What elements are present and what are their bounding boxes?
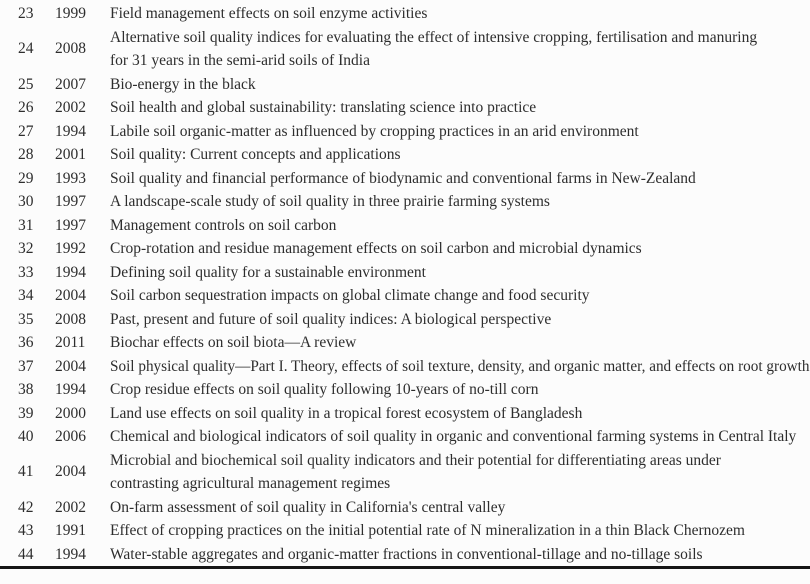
- row-number: 28: [18, 146, 34, 163]
- paper-title-line: On-farm assessment of soil quality in California's central valley: [110, 498, 506, 516]
- table-row: [0, 425, 810, 449]
- publication-year: 2002: [55, 99, 86, 116]
- table-row: [0, 96, 810, 120]
- paper-title-line: Land use effects on soil quality in a tropical forest ecosystem of Bangladesh: [110, 404, 583, 422]
- publication-year: 1997: [55, 193, 86, 210]
- table-row: [0, 355, 810, 379]
- row-number: 31: [18, 216, 34, 234]
- table-bottom-rule: [0, 566, 810, 569]
- paper-title: [110, 2, 810, 26]
- publication-year: 1991: [55, 522, 86, 539]
- row-number: 27: [18, 122, 34, 140]
- paper-title-line: Water-stable aggregates and organic-matter fractions in conventional-tillage and no-tillage soils: [110, 545, 703, 563]
- paper-title: [110, 214, 810, 238]
- table-row: [0, 261, 810, 285]
- paper-title: [110, 378, 810, 402]
- paper-title-line: Soil carbon sequestration impacts on global climate change and food security: [110, 287, 590, 304]
- row-number: 36: [18, 334, 34, 351]
- publication-year: 1999: [55, 5, 86, 22]
- table-row: [0, 496, 810, 520]
- publication-year: 2008: [55, 40, 86, 58]
- publication-year: 2006: [55, 428, 86, 445]
- paper-title-line: Management controls on soil carbon: [110, 216, 337, 234]
- publication-year: 2011: [55, 334, 86, 351]
- paper-title-line: contrasting agricultural management regimes: [110, 475, 391, 492]
- row-number: 38: [18, 381, 34, 398]
- paper-title: [110, 284, 810, 308]
- paper-title-line: Soil health and global sustainability: translating science into practice: [110, 99, 537, 116]
- paper-title: [110, 355, 810, 379]
- table-row: [0, 26, 810, 73]
- paper-title: [110, 402, 810, 426]
- table-row: [0, 543, 810, 567]
- paper-title-line: Labile soil organic-matter as influenced by cropping practices in an arid environment: [110, 122, 639, 140]
- paper-title: [110, 425, 810, 449]
- row-number: 42: [18, 498, 34, 516]
- paper-title-line: Effect of cropping practices on the initial potential rate of N mineralization in a thin Black Chernozem: [110, 522, 745, 539]
- publication-year: 1992: [55, 240, 86, 257]
- paper-title-line: Past, present and future of soil quality indices: A biological perspective: [110, 310, 552, 328]
- row-number: 44: [18, 545, 34, 563]
- table-row: [0, 308, 810, 332]
- paper-title-line: Microbial and biochemical soil quality indicators and their potential for differentiating areas under: [110, 451, 721, 469]
- table-row: [0, 167, 810, 191]
- publication-year: 1994: [55, 122, 86, 140]
- paper-title: [110, 449, 810, 496]
- paper-title-line: Soil quality and financial performance of biodynamic and conventional farms in New-Zealand: [110, 169, 696, 187]
- table-row: [0, 120, 810, 144]
- paper-title-line: Bio-energy in the black: [110, 75, 256, 93]
- paper-title: [110, 308, 810, 332]
- table-row: [0, 190, 810, 214]
- table-row: [0, 449, 810, 496]
- row-number: 41: [18, 463, 34, 481]
- table-row: [0, 73, 810, 97]
- row-number: 30: [18, 193, 34, 210]
- row-number: 24: [18, 40, 34, 58]
- table-row: [0, 214, 810, 238]
- row-number: 40: [18, 428, 34, 445]
- row-number: 29: [18, 169, 34, 187]
- publication-year: 1994: [55, 381, 86, 398]
- publication-year: 2007: [55, 75, 86, 93]
- paper-title: [110, 331, 810, 355]
- paper-title-line: for 31 years in the semi-arid soils of India: [110, 52, 370, 69]
- table-row: [0, 284, 810, 308]
- publication-year: 2008: [55, 310, 86, 328]
- row-number: 23: [18, 5, 34, 22]
- paper-title: [110, 190, 810, 214]
- paper-title-line: Soil physical quality—Part I. Theory, effects of soil texture, density, and organic matter, and effects on root growth: [110, 357, 810, 375]
- row-number: 33: [18, 263, 34, 281]
- publication-year: 1994: [55, 545, 86, 563]
- row-number: 26: [18, 99, 34, 116]
- paper-title: [110, 543, 810, 567]
- publication-year: 1994: [55, 263, 86, 281]
- table-row: [0, 331, 810, 355]
- paper-title-line: Biochar effects on soil biota—A review: [110, 334, 357, 351]
- paper-title-line: A landscape-scale study of soil quality in three prairie farming systems: [110, 193, 550, 210]
- paper-title: [110, 261, 810, 285]
- paper-title: [110, 167, 810, 191]
- row-number: 25: [18, 75, 34, 93]
- paper-title: [110, 519, 810, 543]
- paper-title: [110, 496, 810, 520]
- paper-title-line: Defining soil quality for a sustainable environment: [110, 263, 426, 281]
- paper-title: [110, 26, 810, 73]
- publication-year: 2001: [55, 146, 86, 163]
- publication-year: 2000: [55, 404, 86, 422]
- paper-title: [110, 96, 810, 120]
- publication-year: 1993: [55, 169, 86, 187]
- table-row: [0, 519, 810, 543]
- table-row: [0, 402, 810, 426]
- publication-year: 2002: [55, 498, 86, 516]
- paper-title-line: Alternative soil quality indices for evaluating the effect of intensive cropping, fertilisation and manuring: [110, 28, 758, 46]
- publication-year: 1997: [55, 216, 86, 234]
- paper-title-line: Field management effects on soil enzyme activities: [110, 5, 428, 22]
- paper-title-line: Crop-rotation and residue management effects on soil carbon and microbial dynamics: [110, 240, 642, 257]
- row-number: 43: [18, 522, 34, 539]
- paper-title: [110, 73, 810, 97]
- paper-title: [110, 237, 810, 261]
- table-row: [0, 237, 810, 261]
- table-row: [0, 378, 810, 402]
- paper-title-line: Soil quality: Current concepts and applications: [110, 146, 401, 163]
- table-row: [0, 143, 810, 167]
- row-number: 39: [18, 404, 34, 422]
- paper-title-line: Crop residue effects on soil quality following 10-years of no-till corn: [110, 381, 539, 398]
- publication-year: 2004: [55, 287, 86, 304]
- row-number: 37: [18, 357, 34, 375]
- row-number: 35: [18, 310, 34, 328]
- row-number: 34: [18, 287, 34, 304]
- paper-title-line: Chemical and biological indicators of soil quality in organic and conventional farming systems in Central Italy: [110, 428, 797, 445]
- paper-title: [110, 120, 810, 144]
- table-row: [0, 2, 810, 26]
- publication-year: 2004: [55, 357, 86, 375]
- publication-year: 2004: [55, 463, 86, 481]
- paper-title: [110, 143, 810, 167]
- row-number: 32: [18, 240, 34, 257]
